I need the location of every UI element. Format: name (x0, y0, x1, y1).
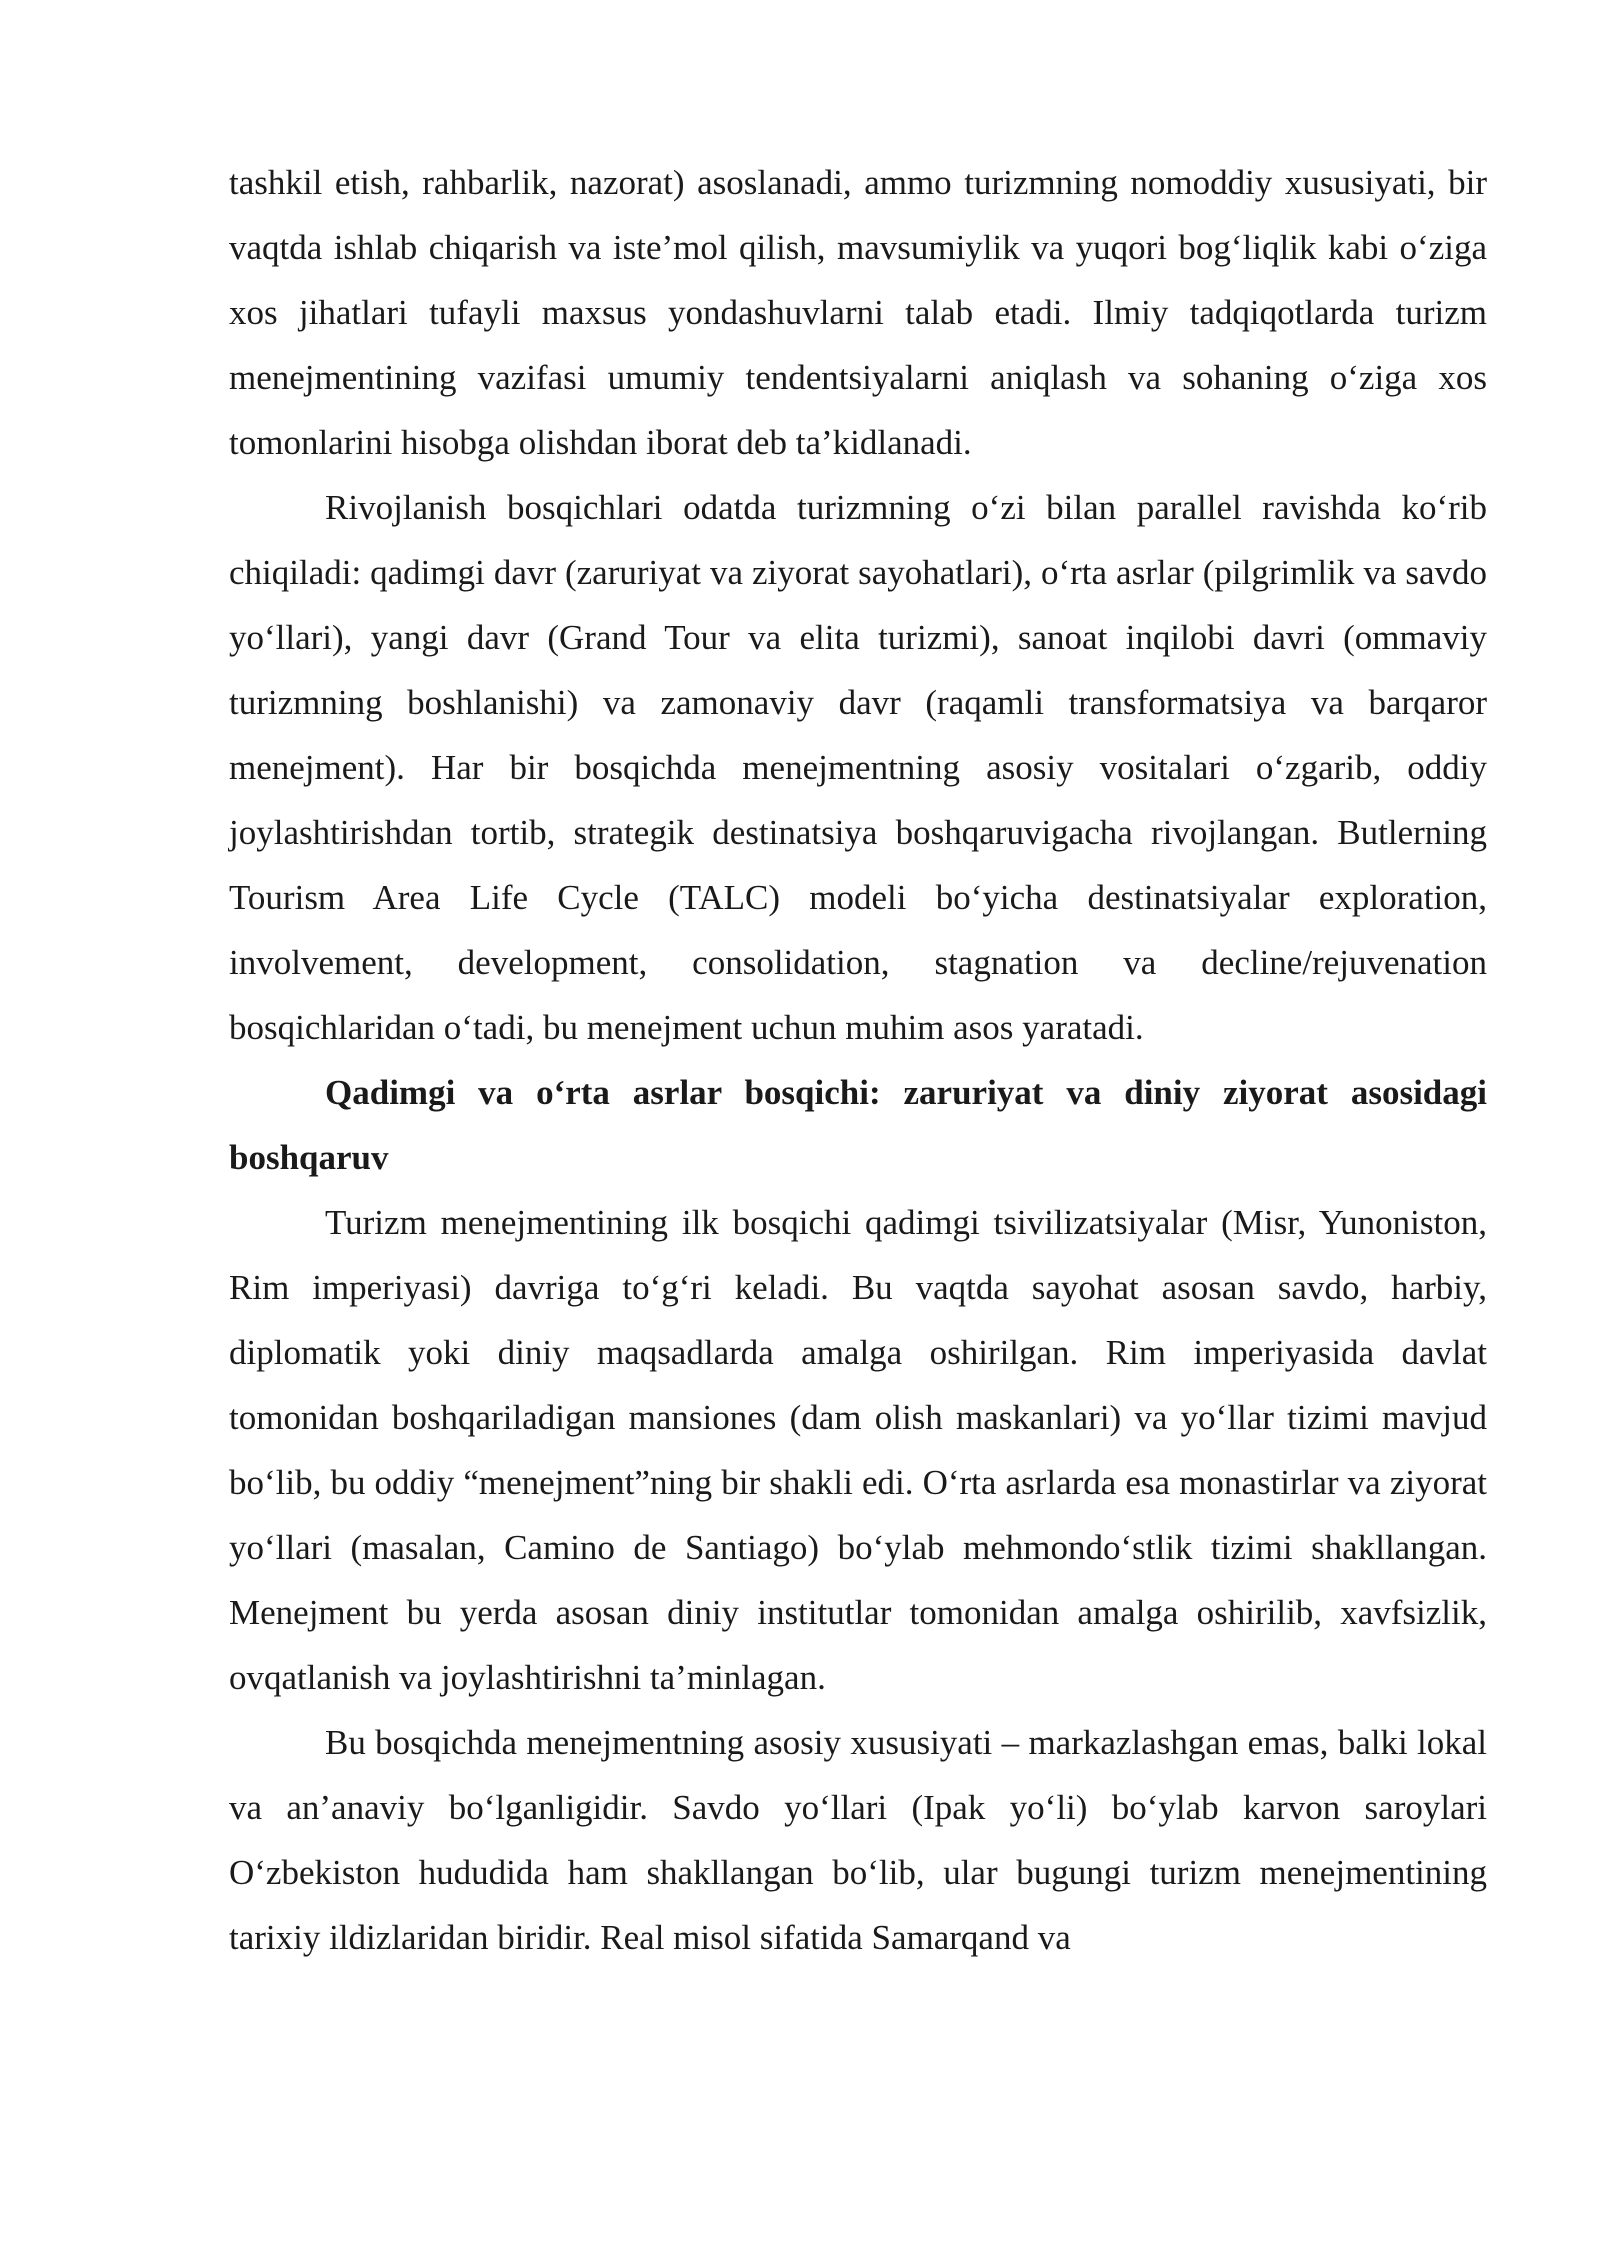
body-paragraph-development-stages: Rivojlanish bosqichlari odatda turizmning o‘zi bilan parallel ravishda ko‘rib chiqiladi: qadimgi davr (zaruriyat va ziyorat sayohatlari), o‘rta asrlar (pilgrimlik va savdo yo‘llari), yangi davr (Grand Tour va elita turizmi), sanoat inqilobi davri (ommaviy turizmning boshlanishi) va zamonaviy davr (raqamli transformatsiya va barqaror menejment). Har bir bosqichda menejmentning asosiy vositalari o‘zgarib, oddiy joylashtirishdan tortib, strategik destinatsiya boshqaruvigacha rivojlangan. Butlerning Tourism Area Life Cycle (TALC) modeli bo‘yicha destinatsiyalar exploration, involvement, development, consolidation, stagnation va decline/rejuvenation bosqichlaridan o‘tadi, bu menejment uchun muhim asos yaratadi. (229, 488, 1487, 1047)
body-paragraph-continued: tashkil etish, rahbarlik, nazorat) asoslanadi, ammo turizmning nomoddiy xususiyati, bir vaqtda ishlab chiqarish va iste’mol qilish, mavsumiylik va yuqori bog‘liqlik kabi o‘ziga xos jihatlari tufayli maxsus yondashuvlarni talab etadi. Ilmiy tadqiqotlarda turizm menejmentining vazifasi umumiy tendentsiyalarni aniqlash va sohaning o‘ziga xos tomonlarini hisobga olishdan iborat deb ta’kidlanadi. (229, 163, 1487, 462)
page-body (229, 150, 1487, 1970)
body-paragraph-ancient-stage: Turizm menejmentining ilk bosqichi qadimgi tsivilizatsiyalar (Misr, Yunoniston, Rim imperiyasi) davriga to‘g‘ri keladi. Bu vaqtda sayohat asosan savdo, harbiy, diplomatik yoki diniy maqsadlarda amalga oshirilgan. Rim imperiyasida davlat tomonidan boshqariladigan mansiones (dam olish maskanlari) va yo‘llar tizimi mavjud bo‘lib, bu oddiy “menejment”ning bir shakli edi. O‘rta asrlarda esa monastirlar va ziyorat yo‘llari (masalan, Camino de Santiago) bo‘ylab mehmondo‘stlik tizimi shakllangan. Menejment bu yerda asosan diniy institutlar tomonidan amalga oshirilib, xavfsizlik, ovqatlanish va joylashtirishni ta’minlagan. (229, 1203, 1487, 1697)
body-paragraph-local-management: Bu bosqichda menejmentning asosiy xususiyati – markazlashgan emas, balki lokal va an’anaviy bo‘lganligidir. Savdo yo‘llari (Ipak yo‘li) bo‘ylab karvon saroylari O‘zbekiston hududida ham shakllangan bo‘lib, ular bugungi turizm menejmentining tarixiy ildizlaridan biridir. Real misol sifatida Samarqand va (229, 1723, 1487, 1957)
section-heading: Qadimgi va o‘rta asrlar bosqichi: zaruriyat va diniy ziyorat asosidagi boshqaruv (229, 1073, 1487, 1177)
